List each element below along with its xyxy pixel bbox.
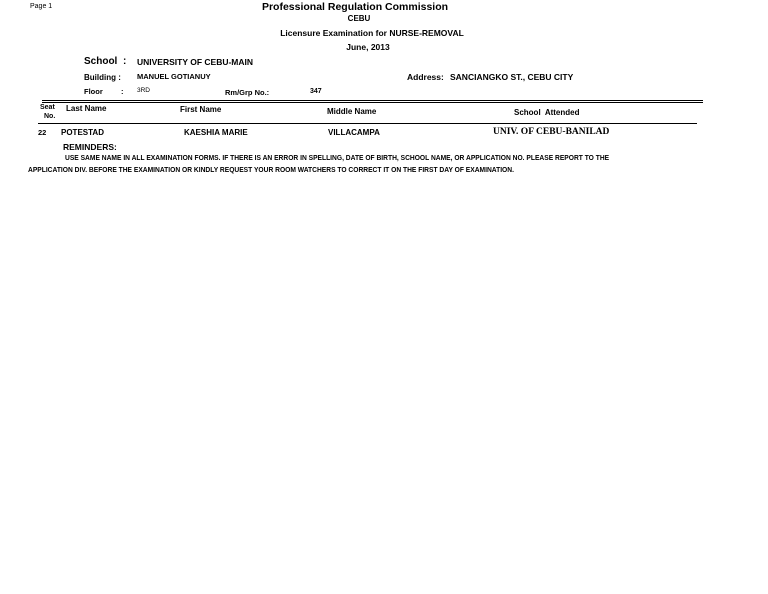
reminders-line-1: USE SAME NAME IN ALL EXAMINATION FORMS. IF THERE IS AN ERROR IN SPELLING, DATE OF BIRTH, SCHOOL NAME, OR APPLICATION NO. PLEASE REPORT TO THE	[65, 155, 610, 162]
row-seat: 22	[38, 128, 47, 137]
region-label: CEBU	[347, 14, 371, 23]
school-value: UNIVERSITY OF CEBU-MAIN	[137, 57, 254, 67]
column-school-attended: School Attended	[514, 108, 580, 117]
school-separator: :	[123, 56, 127, 67]
table-header-rule	[38, 123, 697, 124]
column-middle-name: Middle Name	[327, 107, 377, 116]
building-label: Building :	[84, 73, 121, 82]
row-last-name: POTESTAD	[61, 128, 104, 137]
address-value: SANCIANGKO ST., CEBU CITY	[450, 72, 574, 82]
row-first-name: KAESHIA MARIE	[184, 128, 248, 137]
room-label: Rm/Grp No.:	[225, 88, 270, 97]
table-top-rule-inner	[42, 102, 703, 103]
commission-title: Professional Regulation Commission	[261, 1, 449, 13]
floor-label: Floor	[84, 87, 103, 96]
row-middle-name: VILLACAMPA	[328, 128, 380, 137]
floor-value: 3RD	[137, 87, 151, 94]
reminders-heading: REMINDERS:	[63, 142, 117, 152]
column-seat-line1: Seat	[40, 104, 55, 111]
building-value: MANUEL GOTIANUY	[137, 72, 211, 81]
room-value: 347	[310, 88, 322, 95]
school-label: School	[84, 56, 118, 67]
column-seat-line2: No.	[44, 113, 56, 120]
exam-title: Licensure Examination for NURSE-REMOVAL	[280, 28, 464, 38]
exam-date: June, 2013	[346, 42, 390, 52]
column-first-name: First Name	[180, 105, 222, 114]
reminders-line-2: APPLICATION DIV. BEFORE THE EXAMINATION OR KINDLY REQUEST YOUR ROOM WATCHERS TO CORRECT IT ON THE FIRST DAY OF EXAMINATION.	[28, 167, 514, 174]
floor-separator: :	[121, 87, 124, 96]
address-label: Address:	[407, 72, 444, 82]
row-school-attended: UNIV. OF CEBU-BANILAD	[493, 127, 610, 137]
table-top-rule	[42, 100, 703, 101]
page-number: Page 1	[30, 3, 53, 10]
column-last-name: Last Name	[66, 104, 107, 113]
